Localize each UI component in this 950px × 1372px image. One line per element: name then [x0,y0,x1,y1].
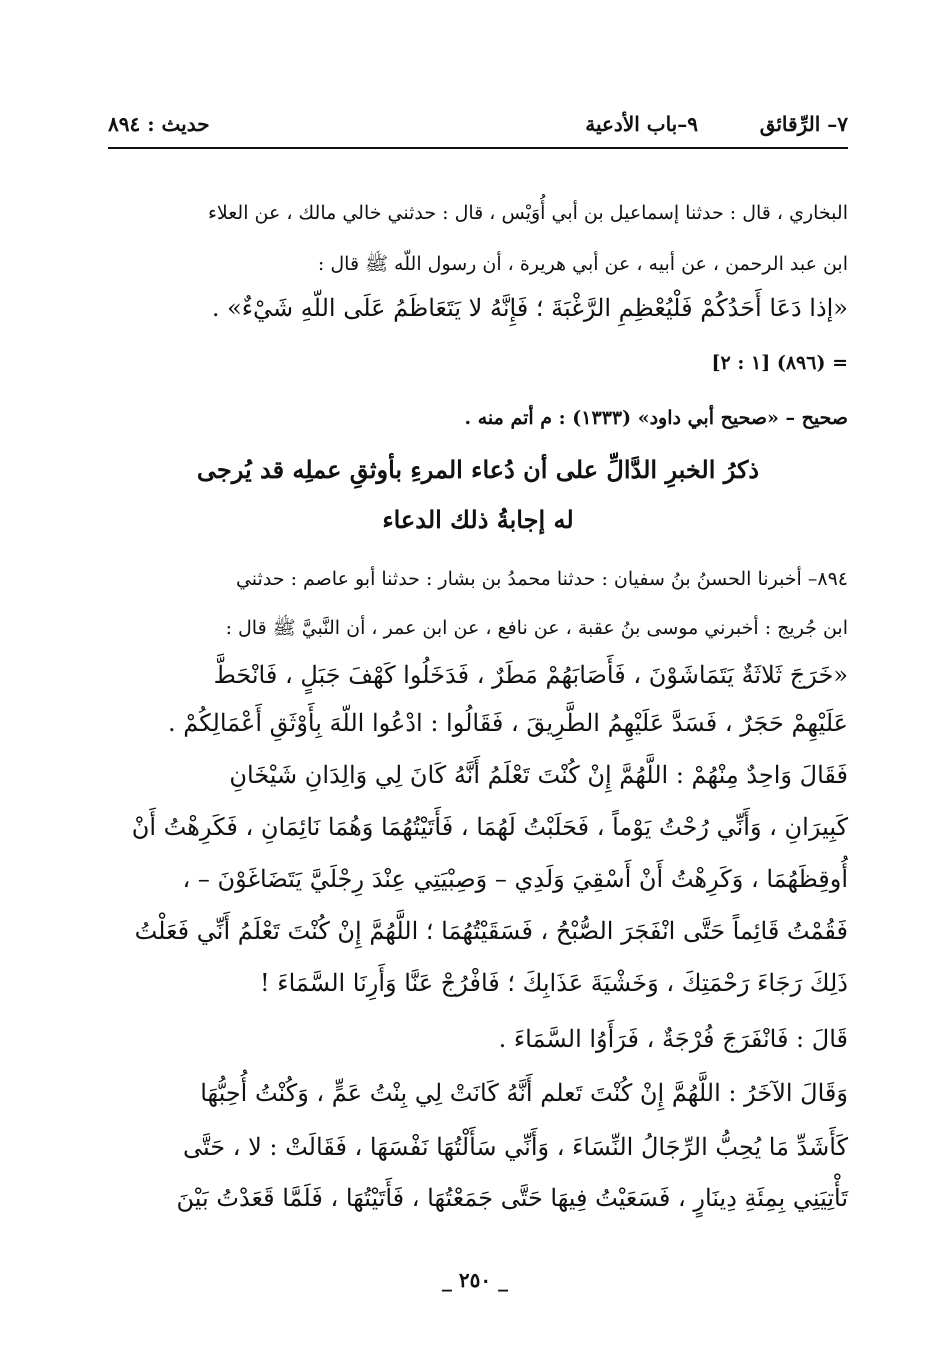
hadith-text-line: وَقَالَ الآخَرُ : اللَّهُمَّ إِنْ كُنْتَ تَعلم أَنَّهُ كَانَتْ لِي بِنْتُ عَمٍّ ، وَكُنْتُ أُحِبُّهَا [200,1079,848,1107]
text-line: البخاري ، قال : حدثنا إسماعيل بن أبي أُوَيْس ، قال : حدثني خالي مالك ، عن العلاء [207,202,848,224]
isnad-line: ٨٩٤– أخبرنا الحسنُ بنُ سفيان : حدثنا محمدُ بن بشار : حدثنا أبو عاصم : حدثني [235,568,848,590]
hadith-text-line: فَقَالَ وَاحِدٌ مِنْهُمْ : اللَّهُمَّ إِنْ كُنْتَ تَعْلَمُ أَنَّهُ كَانَ لِي وَالِدَانِ شَيْخَانِ [229,761,848,789]
hadith-text-line: عَلَيْهِمْ حَجَرٌ ، فَسَدَّ عَلَيْهِمُ الطَّرِيقَ ، فَقَالُوا : ادْعُوا اللّهَ بِأَوْثَقِ أَعْمَالِكُمْ . [168,709,848,737]
reference-line: = (٨٩٦) [١ : ٢] [711,352,848,374]
hadith-text-line: أُوقِظَهُمَا ، وَكَرِهْتُ أَنْ أَسْقِيَ وَلَدِي – وَصِبْيَتِي عِنْدَ رِجْلَيَّ يَتَضَاغَوْنَ – ، [182,865,848,893]
hadith-text-line: قَالَ : فَانْفَرَجَ فُرْجَةٌ ، فَرَأَوُا السَّمَاءَ . [498,1025,848,1053]
hadith-text-line: كَبِيرَانِ ، وَأَنِّي رُحْتُ يَوْماً ، فَحَلَبْتُ لَهُمَا ، فَأَتَيْتُهُمَا وَهُمَا نَائِمَانِ ، فَكَرِهْتُ أَنْ [131,813,848,841]
hadith-number: حديث : ٨٩٤ [108,112,210,136]
section-heading-continued: له إجابةُ ذلك الدعاء [382,505,574,534]
page-number: _ ٢٥٠ _ [441,1268,509,1292]
hadith-text-line: تَأْتِيَنِي بِمِئَةِ دِينَارٍ ، فَسَعَيْتُ فِيهَا حَتَّى جَمَعْتُهَا ، فَأَتَيْتُهَا ، فَلَمَّا قَعَدْتُ بَيْنَ [176,1184,848,1212]
section-heading: ذكرُ الخبرِ الدَّالِّ على أن دُعاء المرءِ بأوثقِ عملِه قد يُرجى [196,455,760,484]
running-header [108,112,848,142]
header-rule [108,147,848,149]
text-line: ابن عبد الرحمن ، عن أبيه ، عن أبي هريرة ، أن رسول اللّه ﷺ قال : [317,253,848,275]
book-title: ٧– الرِّقائق [759,112,848,136]
isnad-line: ابن جُريج : أخبرني موسى بنُ عقبة ، عن نافع ، عن ابن عمر ، أن النَّبيَّ ﷺ قال : [225,617,848,639]
grading-line: صحيح – «صحيح أبي داود» (١٣٣٣) : م أتم منه . [464,407,848,429]
hadith-text-line: فَقُمْتُ قَائِماً حَتَّى انْفَجَرَ الصُّبْحُ ، فَسَقَيْتُهُمَا ؛ اللَّهُمَّ إِنْ كُنْتَ تَعْلَمُ أَنِّي فَعَلْتُ [134,917,848,945]
hadith-text-line: «خَرَجَ ثَلاثَةٌ يَتَمَاشَوْنَ ، فَأَصَابَهُمْ مَطَرٌ ، فَدَخَلُوا كَهْفَ جَبَلٍ ، فَانْحَطَّ [213,661,848,689]
hadith-text-line: كَأَشَدِّ مَا يُحِبُّ الرِّجَالُ النِّسَاءَ ، وَأَنِّي سَأَلْتُهَا نَفْسَهَا ، فَقَالَتْ : لا ، حَتَّى [183,1133,848,1161]
hadith-text-line: ذَلِكَ رَجَاءَ رَحْمَتِكَ ، وَخَشْيَةَ عَذَابِكَ ؛ فَافْرُجْ عَنَّا وَأَرِنَا السَّمَاءَ ! [260,969,848,997]
chapter-title: ٩–باب الأدعية [585,112,698,136]
hadith-text-line: «إذا دَعَا أَحَدُكُمْ فَلْيُعْظِمِ الرَّغْبَةَ ؛ فَإِنَّهُ لا يَتَعَاظَمُ عَلَى اللّهِ شَيْءٌ» . [211,294,848,322]
